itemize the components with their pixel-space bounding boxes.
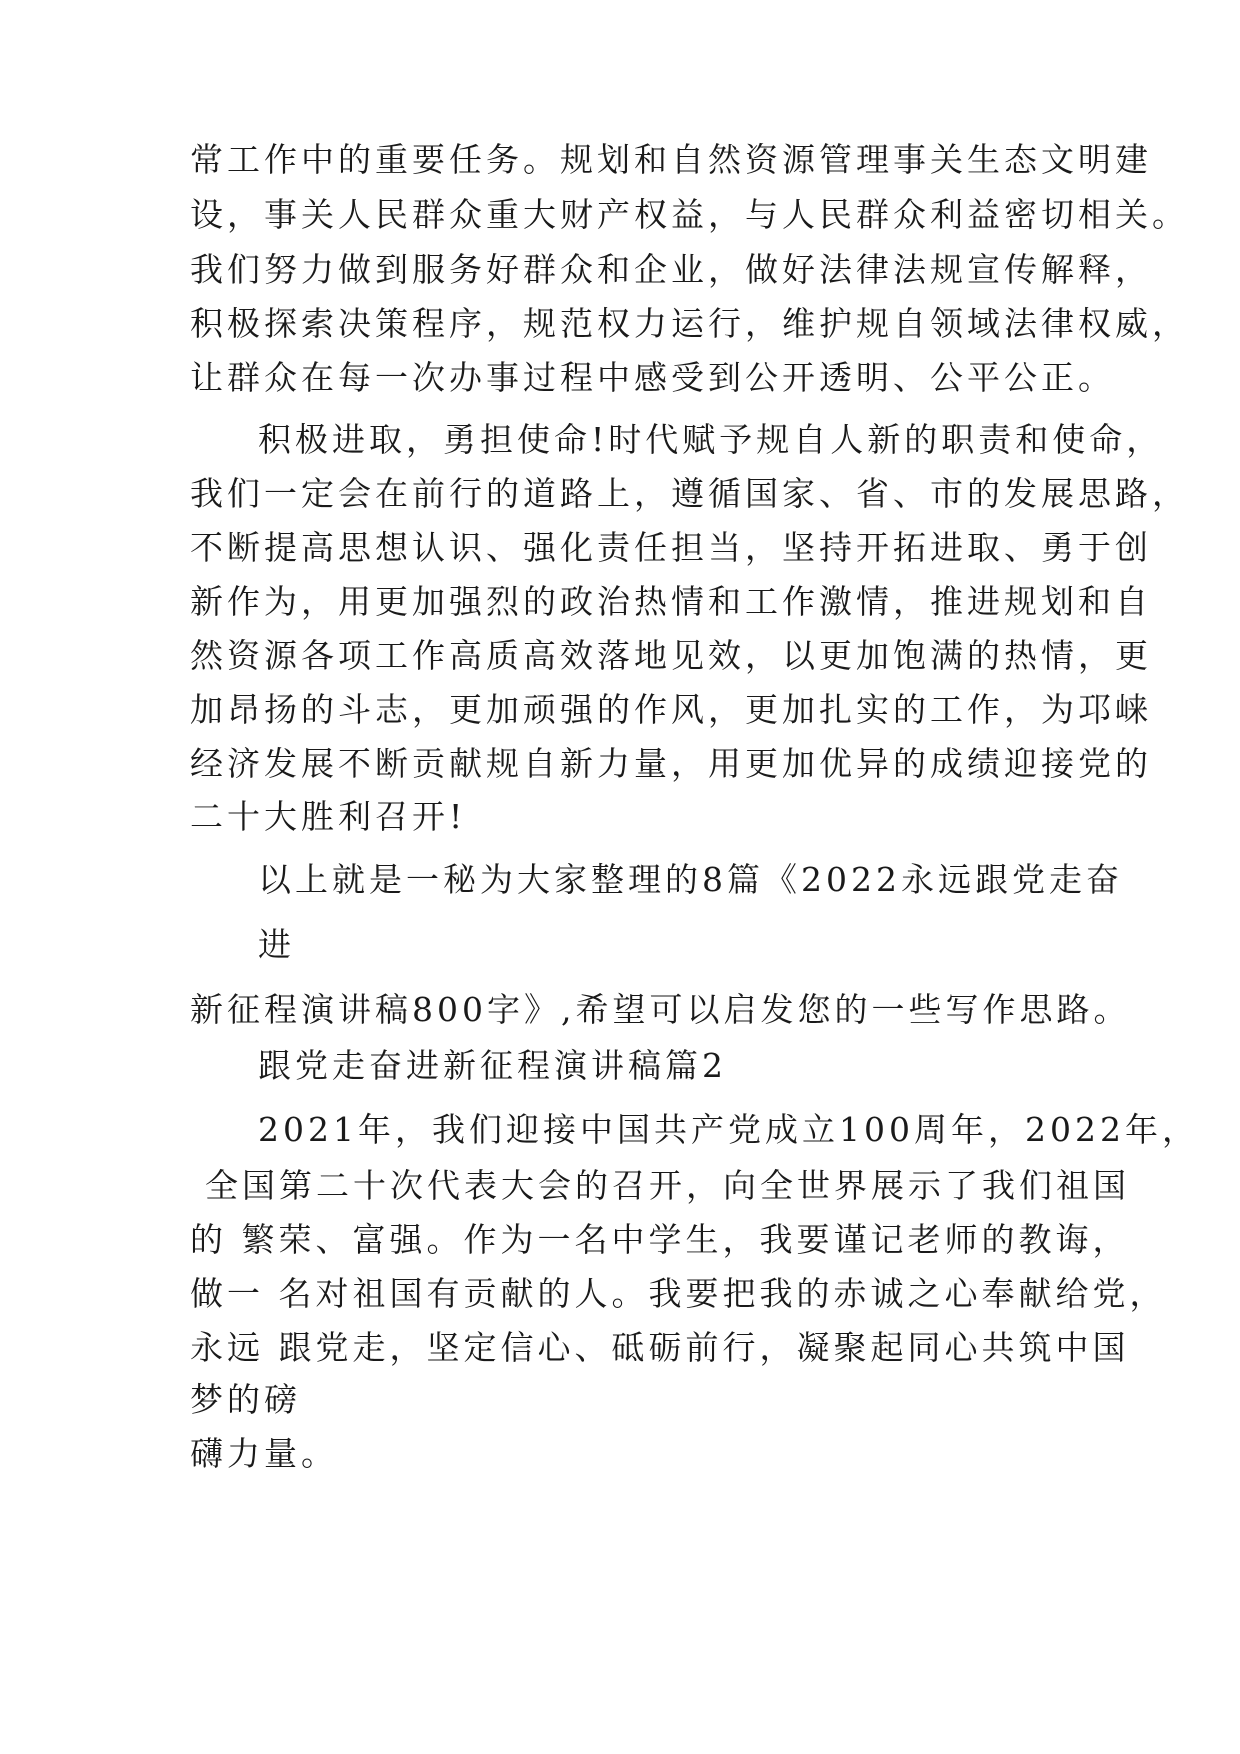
text-line: 以上就是一秘为大家整理的8篇《2022永远跟党走奋 <box>258 860 1123 899</box>
text-line: 永远 跟党走，坚定信心、砥砺前行，凝聚起同心共筑中国 <box>190 1328 1130 1367</box>
text-line: 礴力量。 <box>190 1434 338 1473</box>
text-line: 然资源各项工作高质高效落地见效，以更加饱满的热情，更 <box>190 636 1152 675</box>
text-line: 二十大胜利召开! <box>190 797 467 836</box>
text-line: 常工作中的重要任务。规划和自然资源管理事关生态文明建 <box>190 140 1152 179</box>
text-line: 的 繁荣、富强。作为一名中学生，我要谨记老师的教诲， <box>190 1220 1130 1259</box>
text-line: 加昂扬的斗志，更加顽强的作风，更加扎实的工作，为邛崃 <box>190 690 1152 729</box>
text-line: 进 <box>258 925 295 964</box>
text-line: 我们努力做到服务好群众和企业，做好法律法规宣传解释， <box>190 250 1152 289</box>
text-line: 让群众在每一次办事过程中感受到公开透明、公平公正。 <box>190 358 1115 397</box>
text-line: 全国第二十次代表大会的召开，向全世界展示了我们祖国 <box>205 1166 1130 1205</box>
text-line: 梦的磅 <box>190 1380 301 1419</box>
text-line: 积极探索决策程序，规范权力运行，维护规自领域法律权威， <box>190 304 1189 343</box>
text-line: 我们一定会在前行的道路上，遵循国家、省、市的发展思路， <box>190 474 1189 513</box>
section-heading: 跟党走奋进新征程演讲稿篇2 <box>258 1046 727 1085</box>
text-line: 2021年，我们迎接中国共产党成立100周年，2022年， <box>258 1110 1199 1149</box>
text-line: 新征程演讲稿800字》,希望可以启发您的一些写作思路。 <box>190 990 1131 1029</box>
text-line: 新作为，用更加强烈的政治热情和工作激情，推进规划和自 <box>190 582 1152 621</box>
text-line: 设，事关人民群众重大财产权益，与人民群众利益密切相关。 <box>190 195 1189 234</box>
text-line: 经济发展不断贡献规自新力量，用更加优异的成绩迎接党的 <box>190 744 1152 783</box>
text-line: 做一 名对祖国有贡献的人。我要把我的赤诚之心奉献给党， <box>190 1274 1167 1313</box>
text-line: 积极进取，勇担使命!时代赋予规自人新的职责和使命， <box>258 420 1164 459</box>
text-line: 不断提高思想认识、强化责任担当，坚持开拓进取、勇于创 <box>190 528 1152 567</box>
